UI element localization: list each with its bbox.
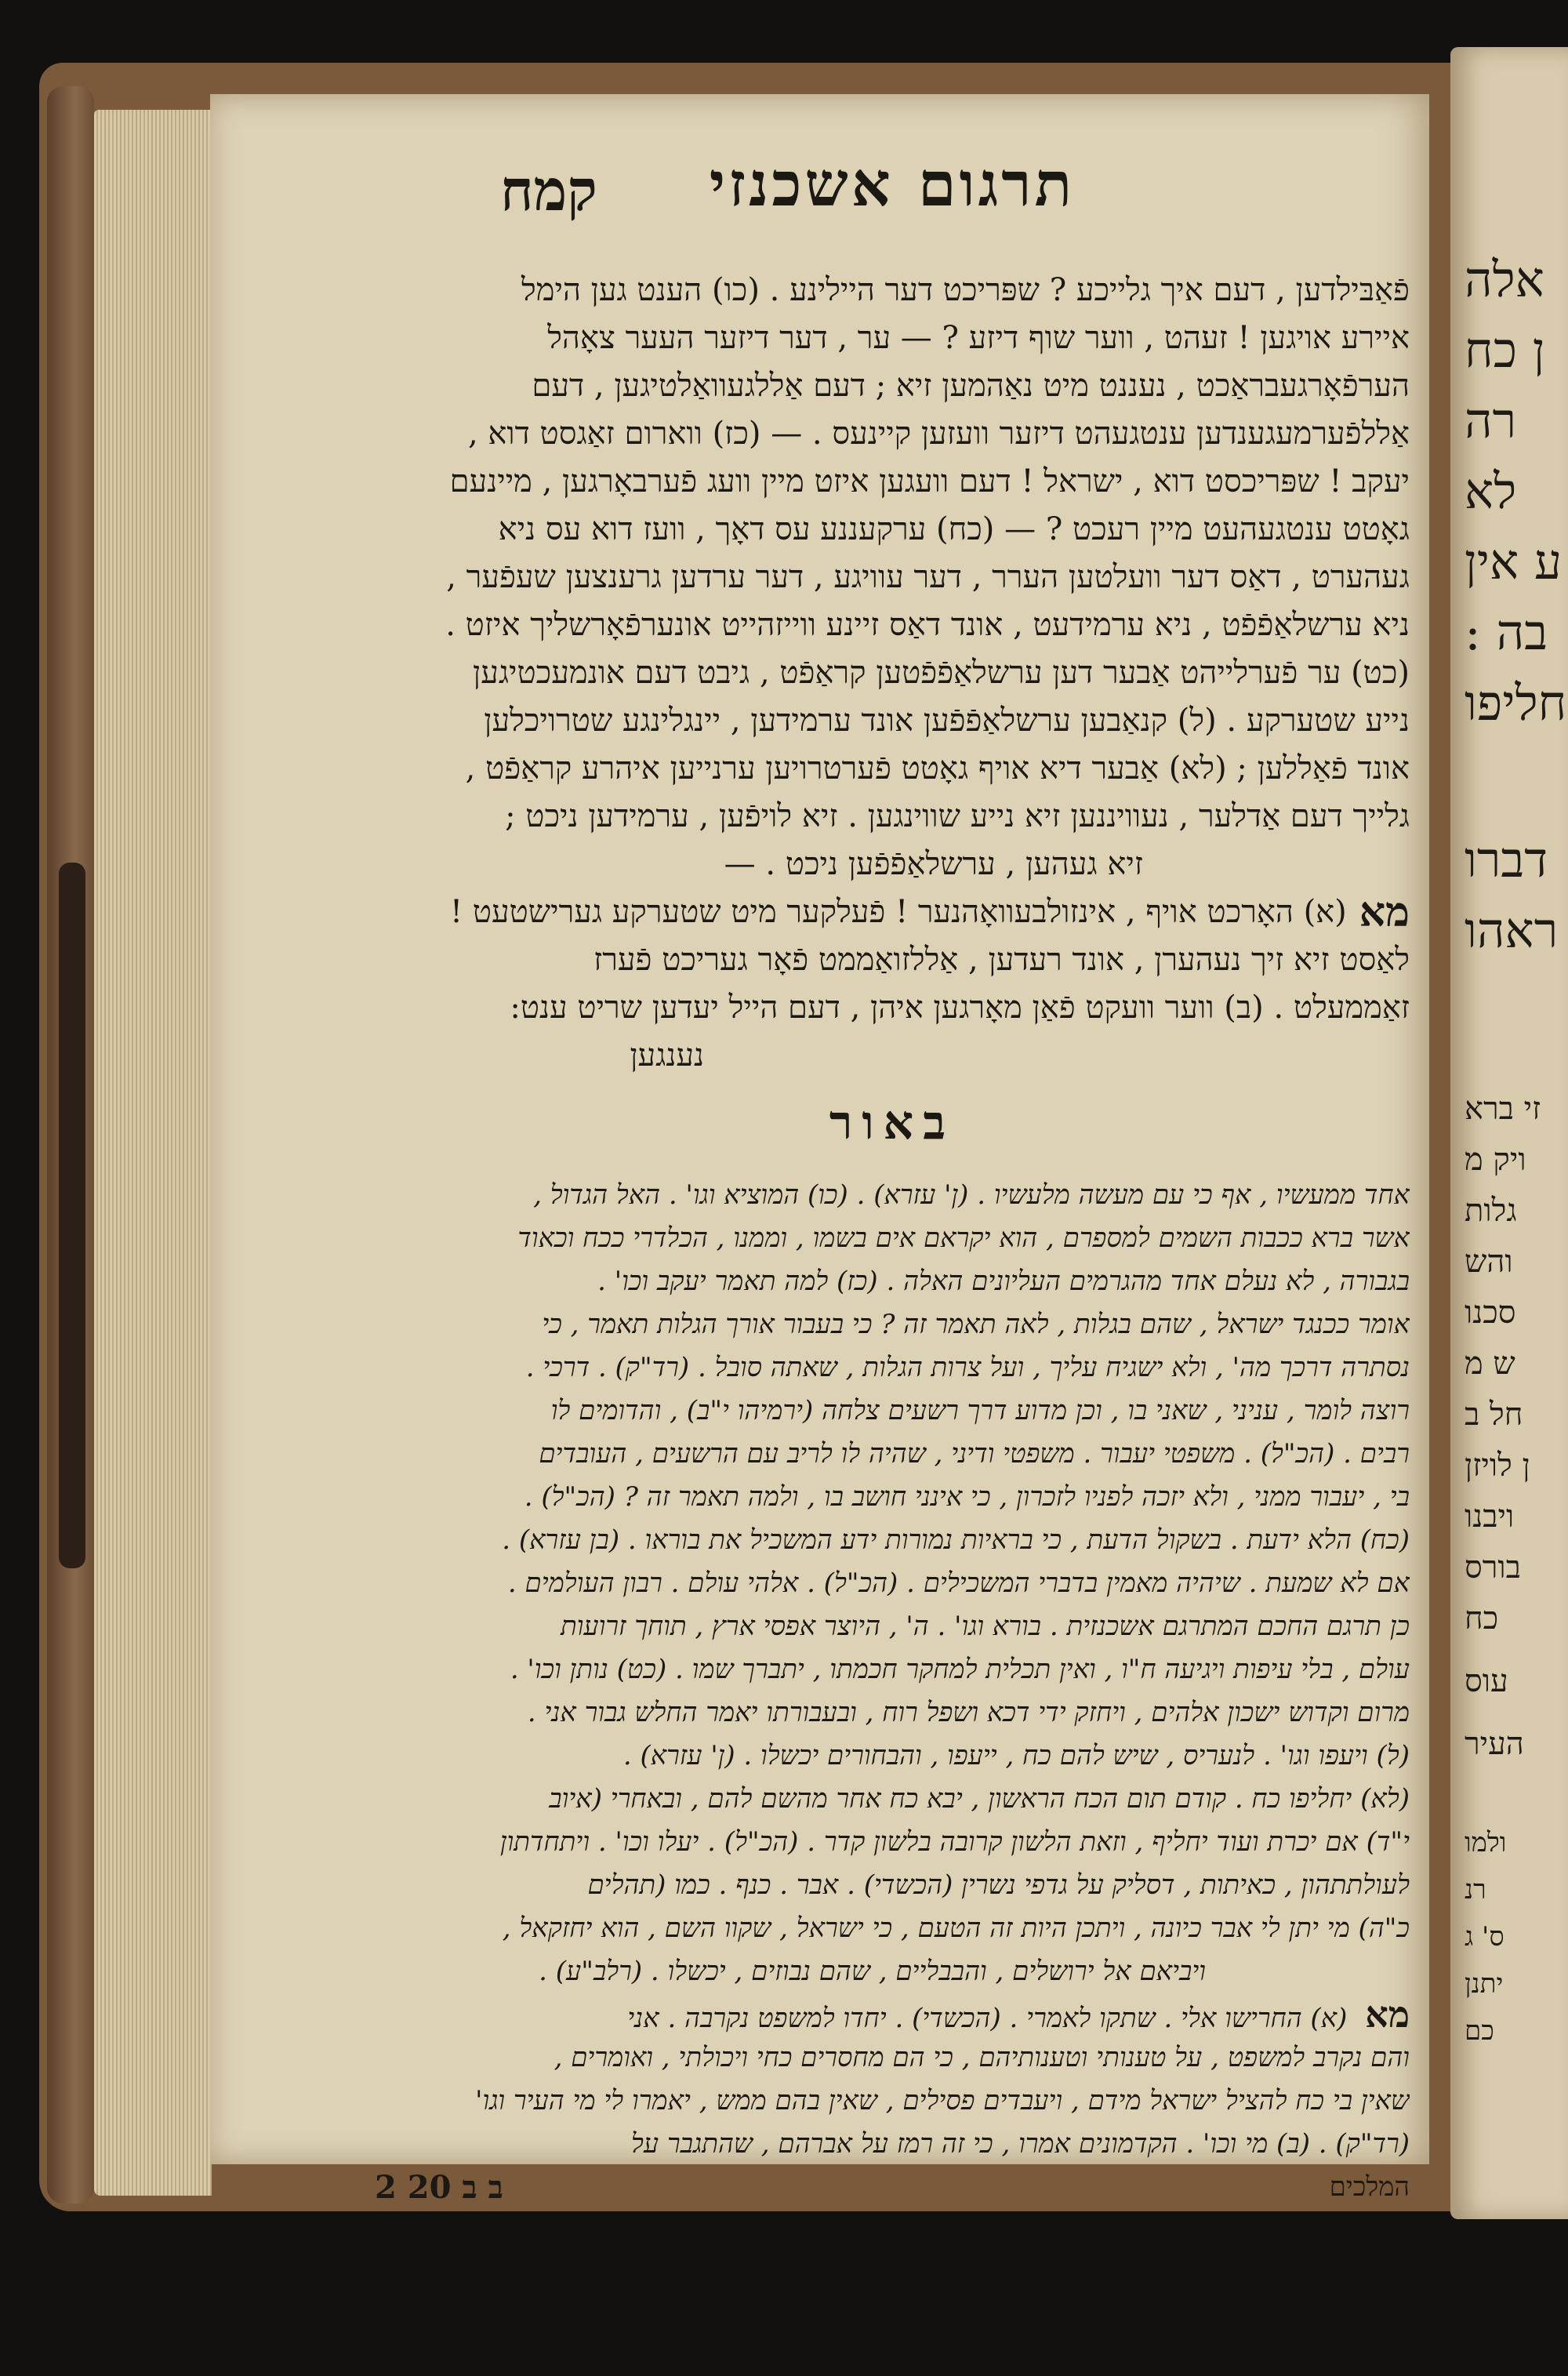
translation-line: גאָטט ענטגעהעט מיין רעכט ? — (כח) ערקעננע עס דאָך , וועז דוא עס ניא (498, 511, 1410, 547)
translation-line: זיא געהען , ערשלאַפֿפֿען ניכט . — (724, 846, 1143, 882)
facing-fragment: בורס (1465, 1549, 1521, 1586)
facing-fragment: והש (1465, 1244, 1513, 1280)
facing-fragment: ויבנו (1465, 1499, 1515, 1535)
commentary-line: (לא) יחליפו כח . קודם תום הכח הראשון , יבא כח אחר מהשם להם , ובאחרי (איוב (549, 1783, 1410, 1815)
chapter-opening-line (375, 888, 1410, 936)
facing-fragment: רה (1465, 392, 1517, 449)
running-head (375, 133, 1410, 251)
spine-damage (59, 863, 85, 1568)
commentary-line: (רד"ק) . (ב) מי וכו' . הקדמונים אמרו , כי זה רמז על אברהם , שהתגבר על (630, 2128, 1410, 2160)
facing-fragment: ס' ג (1465, 1921, 1504, 1953)
commentary-line: והם נקרב למשפט , על טענותי וטענותיהם , כי הם מחסרים כחי ויכולתי , ואומרים , (554, 2042, 1410, 2073)
facing-fragment: אלה (1465, 251, 1544, 308)
commentary-block (375, 1174, 1410, 2209)
commentary-line: לעולתתהון , כאיתות , דסליק על גדפי נשרין (הכשדי) . אבר . כנף . כמו (תהלים (587, 1869, 1410, 1901)
commentary-line: י"ד) אם יכרת ועוד יחליף , וזאת הלשון קרובה בלשון קדר . (הכ"ל) . יעלו וכו' . ויתחדתון (499, 1826, 1410, 1858)
commentary-line: (א) החרישו אלי . שתקו לאמרי . (הכשדי) . יחדו למשפט נקרבה . אני (627, 2003, 1348, 2034)
facing-fragment: כח (1465, 1600, 1499, 1637)
commentary-line: בגבורה , לא נעלם אחד מהגרמים העליונים האלה . (כז) למה תאמר יעקב וכו' . (597, 1266, 1410, 1297)
chapter-line: זאַממעלט . (ב) ווער וועקט פֿאַן מאָרגען איהן , דעם הייל יעדען שריט ענט: (510, 990, 1410, 1026)
page-footer (375, 2166, 1410, 2209)
facing-fragment: עוס (1465, 1663, 1508, 1699)
facing-fragment: חל ב (1465, 1397, 1523, 1433)
facing-fragment: ויק מ (1465, 1142, 1526, 1178)
translation-line: אַללפֿערמעגענדען ענטגעהט דיזער וועזען קיינעס . — (כז) ווארום זאַגסט דוא , (467, 416, 1410, 452)
commentary-line: אחד ממעשיו , אף כי עם מעשה מלעשיו . (ן' עזרא) . (כו) המוציא וגו' . האל הגדול , (533, 1179, 1410, 1211)
facing-fragment: רנ (1465, 1874, 1486, 1906)
facing-fragment: זי ברא (1465, 1091, 1541, 1127)
catchword: המלכים (1329, 2171, 1410, 2203)
chapter-line: לאַסט זיא זיך נעהערן , אונד רעדען , אַללזואַממט פֿאָר געריכט פֿערז (593, 942, 1410, 978)
signature-mark: ב ב 20 2 (375, 2169, 503, 2206)
facing-fragment: יתנן (1465, 1968, 1504, 2000)
translation-line: (כט) ער פֿערלייהט אַבער דען ערשלאַפֿפֿטען קראַפֿט , גיבט דעם אונמעכטיגען (473, 655, 1410, 691)
commentary-line: אשר ברא ככבות השמים למספרם , הוא יקראם אים בשמו , וממנו , הכלדרי ככח וכאוד (517, 1223, 1410, 1254)
facing-fragment: ראהו (1465, 902, 1559, 959)
facing-fragment: בה : (1465, 604, 1548, 661)
commentary-line: עולם , בלי עיפות ויגיעה ח"ו , ואין תכלית למחקר חכמתו , יתברך שמו . (כט) נותן וכו' . (510, 1654, 1410, 1685)
chapter-line: (א) האָרכט אויף , אינזולבעוואָהנער ! פֿעלקער מיט שטערקע גערישטעט ! (450, 894, 1347, 930)
page-edges (94, 110, 212, 2196)
facing-page (1450, 47, 1568, 2219)
translation-line: הערפֿאָרגעבראַכט , נעננט מיט נאַהמען זיא ; דעם אַללגעוואַלטיגען , דעם (532, 368, 1410, 404)
facing-fragment: ע אין (1465, 533, 1563, 590)
commentary-line: נסתרה דרכך מה' , ולא ישגיח עליך , ועל צרות הגלות , שאתה סובל . (רד"ק) . דרכי . (525, 1352, 1410, 1383)
facing-fragment: ן כח (1465, 322, 1545, 379)
facing-fragment: ש מ (1465, 1346, 1515, 1382)
commentary-line: אומר ככנגד ישראל , שהם בגלות , לאה תאמר זה ? כי בעבור אורך הגלות תאמר , כי (542, 1309, 1410, 1340)
translation-block (375, 267, 1410, 1080)
commentary-line: (כח) הלא ידעת . בשקול הדעת , כי בראיות נמורות ידע המשכיל את בוראו . (בן עזרא) . (502, 1524, 1410, 1556)
facing-fragment: חליפו (1465, 674, 1567, 732)
chapter-line: נענגען (630, 1037, 704, 1074)
commentary-line: רוצה לומר , עניני , שאני בו , וכן מדוע דרך רשעים צלחה (ירמיהו י"ב) , והדומים לו (550, 1395, 1410, 1426)
commentary-line: כ"ה) מי יתן לי אבר כיונה , ויתכן היות זה הטעם , כי ישראל , שקוו השם , הוא יחזקאל , (502, 1913, 1410, 1944)
commentary-line: רבים . (הכ"ל) . משפטי יעבור . משפטי ודיני , שהיה לו לריב עם הרשעים , העובדים (539, 1438, 1410, 1470)
facing-fragment: סכנו (1465, 1295, 1516, 1331)
commentary-line: (ל) ויעפו וגו' . לנעריס , שיש להם כח , ייעפו , והבחורים יכשלו . (ן' עזרא) . (622, 1740, 1410, 1771)
commentary-line: אם לא שמעת . שיהיה מאמין בדברי המשכילים . (הכ"ל) . אלהי עולם . רבון העולמים . (507, 1568, 1410, 1599)
facing-fragment: דברו (1465, 831, 1548, 888)
translation-line: גלייך דעם אַדלער , נעוויננען זיא נייע שווינגען . זיא לויפֿען , ערמידען ניכט ; (505, 798, 1410, 834)
commentary-heading: באור (829, 1095, 956, 1150)
commentary-chapter-marker: מא (1365, 1993, 1410, 2036)
page-folio: קמח (500, 157, 597, 223)
commentary-line: ויביאם אל ירושלים , והבבליים , שהם נבוזים , יכשלו . (רלב"ע) . (539, 1956, 1206, 1987)
commentary-line: מרום וקדוש ישכון אלהים , ויחזק ידי דכא ושפל רוח , ובעבורתו יאמר החלש גבור אני . (527, 1697, 1410, 1728)
translation-line: יעקב ! שפּריכסט דוא , ישראל ! דעם וועגען איזט מיין וועג פֿערבאָרגען , מיינעם (449, 463, 1410, 500)
commentary-line: שאין בי כח להציל ישראל מידם , ויעבדים פסילים , שאין בהם ממש , יאמרו לי מי העיר וגו' (475, 2085, 1410, 2116)
book-page (210, 94, 1429, 2206)
translation-line: איירע אויגען ! זעהט , ווער שוף דיזע ? — ער , דער דיזער העער צאָהל (547, 320, 1410, 356)
facing-fragment: כם (1465, 2015, 1494, 2047)
commentary-line: בי , יעבור ממני , ולא יזכה לפניו לזכרון , כי אינני חושב בו , ולמה תאמר זה ? (הכ"ל) . (524, 1481, 1410, 1513)
translation-line: אונד פֿאַללען ; (לא) אַבער דיא אויף גאָטט פֿערטרויען ערנייען איהרע קראַפֿט , (465, 750, 1410, 787)
facing-fragment: העיר (1465, 1726, 1524, 1762)
translation-line: נייע שטערקע . (ל) קנאַבען ערשלאַפֿפֿען אונד ערמידען , יינגלינגע שטרויכלען (484, 703, 1410, 739)
chapter-marker: מא (1359, 888, 1410, 936)
facing-fragment: ולמו (1465, 1827, 1507, 1858)
facing-fragment: לא (1465, 463, 1517, 520)
translation-line: געהערט , דאַס דער וועלטען הערר , דער עוויגע , דער ערדען גרענצען שעפֿער , (446, 559, 1410, 595)
translation-line: ניא ערשלאַפֿפֿט , ניא ערמידעט , אונד דאַס זיינע ווייזהייט אונערפֿאָרשליך איזט . (445, 607, 1410, 643)
translation-line: פֿאַבּילדען , דעם איך גלייכע ? שפּריכט דער היילינע . (כו) הענט גען הימל (521, 272, 1410, 308)
facing-fragment: גלות (1465, 1193, 1517, 1229)
page-content (375, 133, 1410, 2209)
facing-fragment: ן לויזן (1465, 1448, 1530, 1484)
page-title: תרגום אשכנזי (709, 149, 1076, 220)
commentary-chapter-line (375, 1993, 1410, 2036)
commentary-line: כן תרגם החכם המתרגם אשכנזית . בורא וגו' . ה' , היוצר אפסי ארץ , תוחך זרועות (560, 1611, 1410, 1642)
